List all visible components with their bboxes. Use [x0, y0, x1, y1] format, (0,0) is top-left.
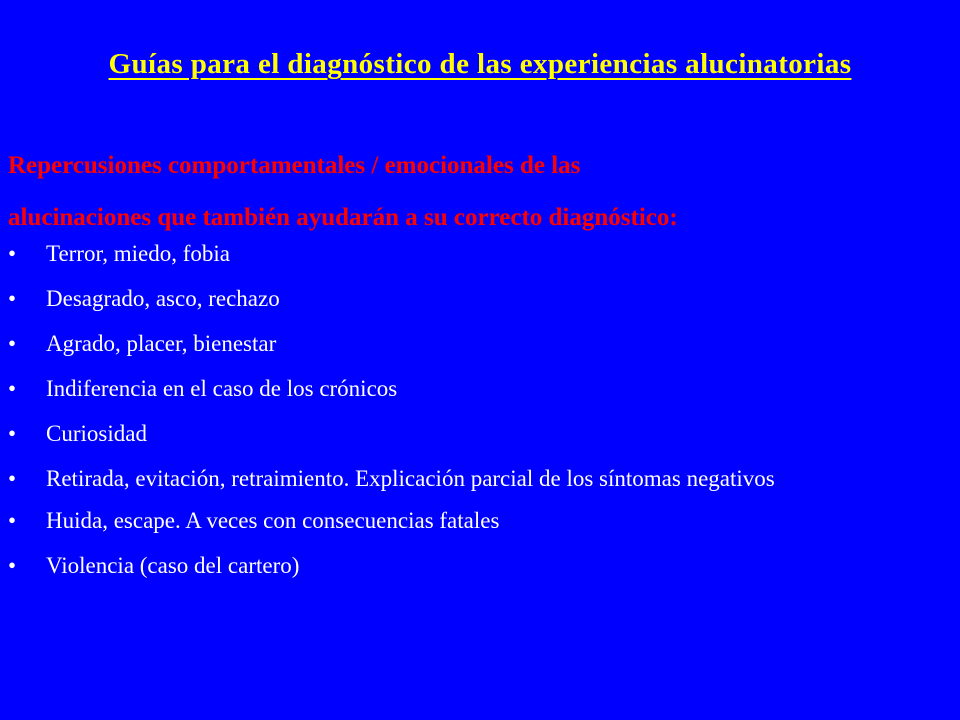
bullet-item-curiosidad	[8, 417, 953, 450]
bullet-item-agrado	[8, 327, 953, 360]
bullet-icon: •	[8, 241, 17, 266]
bullet-item-huida	[8, 504, 953, 537]
bullet-icon: •	[8, 466, 17, 491]
bullet-text: Retirada, evitación, retraimiento. Explicación parcial de los síntomas negativos	[46, 466, 775, 491]
bullet-text: Indiferencia en el caso de los crónicos	[46, 376, 398, 401]
bullet-icon: •	[8, 421, 17, 446]
bullet-icon: •	[8, 376, 17, 401]
bullet-item-desagrado	[8, 282, 953, 315]
bullet-text: Violencia (caso del cartero)	[46, 553, 300, 578]
bullet-text: Terror, miedo, fobia	[46, 241, 230, 266]
bullet-text: Agrado, placer, bienestar	[46, 331, 277, 356]
bullet-list	[8, 237, 953, 594]
bullet-item-indiferencia	[8, 372, 953, 405]
bullet-icon: •	[8, 553, 17, 578]
bullet-text: Desagrado, asco, rechazo	[46, 286, 280, 311]
bullet-text: Curiosidad	[46, 421, 147, 446]
bullet-item-terror	[8, 237, 953, 270]
bullet-icon: •	[8, 508, 17, 533]
slide-subtitle	[8, 140, 953, 244]
bullet-item-retirada	[8, 462, 953, 495]
bullet-icon: •	[8, 331, 17, 356]
subtitle-line-1: Repercusiones comportamentales / emocionales de las	[8, 152, 581, 179]
bullet-icon: •	[8, 286, 17, 311]
bullet-item-violencia	[8, 549, 953, 582]
bullet-text: Huida, escape. A veces con consecuencias fatales	[46, 508, 500, 533]
subtitle-line-2: alucinaciones que también ayudarán a su correcto diagnóstico:	[8, 204, 678, 231]
slide-title: Guías para el diagnóstico de las experiencias alucinatorias	[108, 48, 852, 80]
